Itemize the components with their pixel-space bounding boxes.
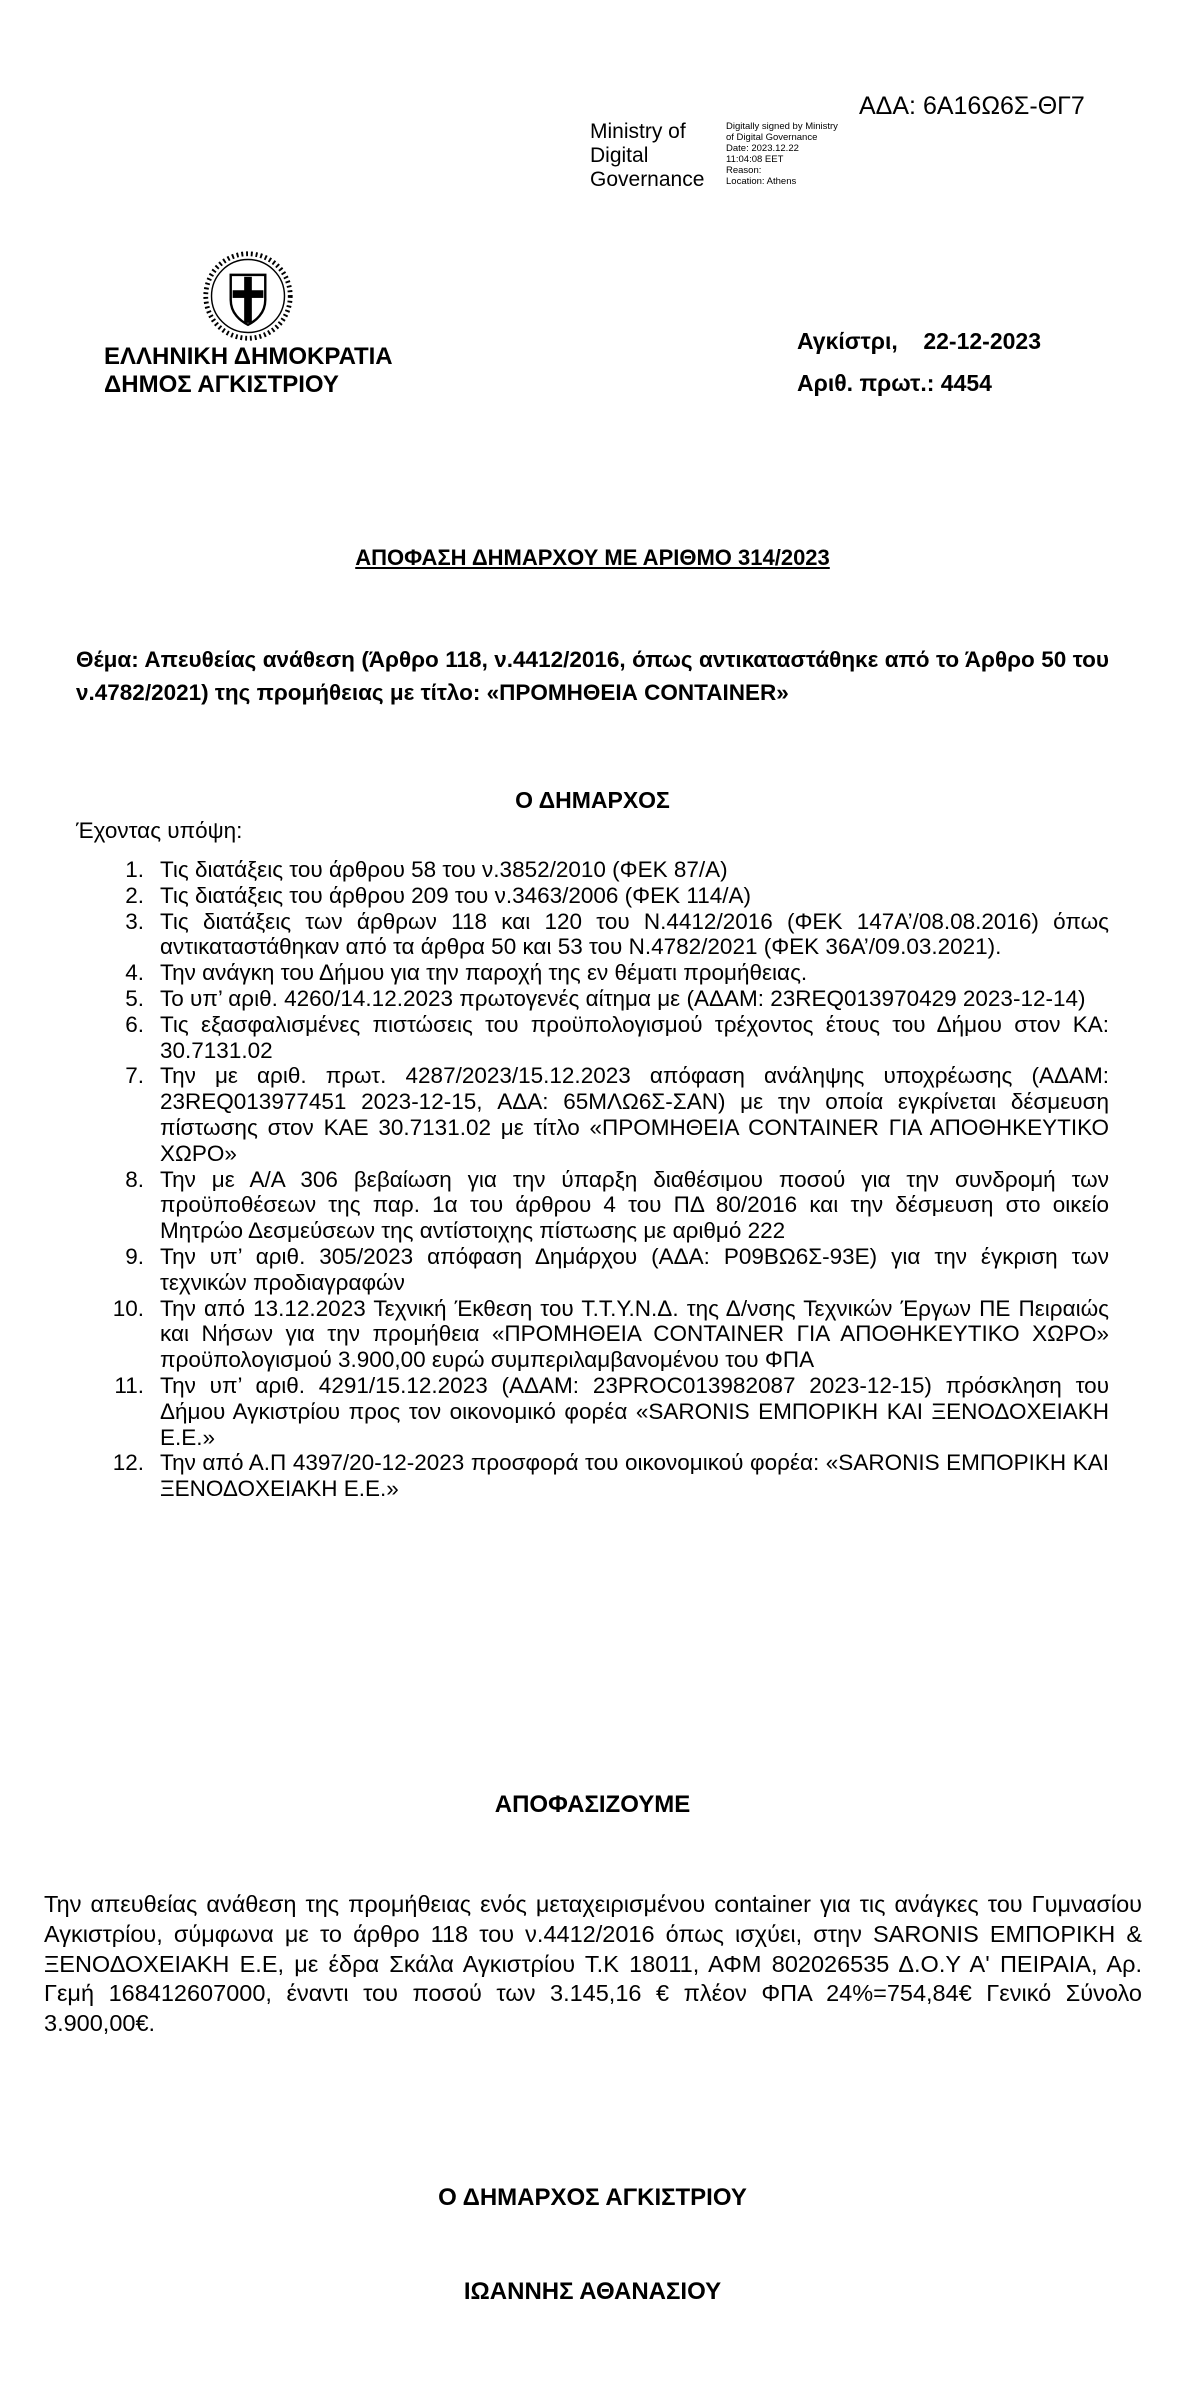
list-item-number: 4.: [125, 960, 144, 986]
signature-detail-line: Reason:: [726, 165, 762, 176]
list-item: [104, 1167, 1109, 1244]
signature-ministry-line: Governance: [590, 168, 705, 191]
list-item-number: 6.: [125, 1011, 144, 1037]
considering-label: Έχοντας υπόψη:: [76, 818, 243, 843]
decision-paragraph: Την απευθείας ανάθεση της προμήθειας ενός μεταχειρισμένου container για τις ανάγκες του Γυμνασίου Αγκιστρίου, σύμφωνα με το άρθρο 118 του ν.4412/2016 όπως ισχύει, στην SARONIS ΕΜΠΟΡΙΚΗ & ΞΕΝΟΔΟΧΕΙΑΚΗ Ε.Ε, με έδρα Σκάλα Αγκιστρίου Τ.Κ 18011, ΑΦΜ 802026535 Δ.Ο.Υ Α' ΠΕΙΡΑΙΑ, Αρ. Γεμή 168412607000, έναντι του ποσού των 3.145,16 € πλέον ΦΠΑ 24%=754,84€ Γενικό Σύνολο 3.900,00€.: [44, 1891, 1142, 2037]
place-date-block: [797, 320, 1041, 404]
considerations-list: [104, 857, 1109, 1502]
list-item-text: Την υπ’ αριθ. 4291/15.12.2023 (ΑΔΑΜ: 23PROC013982087 2023-12-15) πρόσκληση του Δήμου Αγκιστρίου προς τον οικονομικό φορέα «SARONIS ΕΜΠΟΡΙΚΗ ΚΑΙ ΞΕΝΟΔΟΧΕΙΑΚΗ Ε.Ε.»: [160, 1372, 1109, 1450]
list-item-number: 3.: [125, 908, 144, 934]
list-item: [104, 1244, 1109, 1296]
decision-title: ΑΠΟΦΑΣΗ ΔΗΜΑΡΧΟΥ ΜΕ ΑΡΙΘΜΟ 314/2023: [355, 545, 830, 570]
list-item-number: 2.: [125, 882, 144, 908]
list-item: [104, 857, 1109, 883]
list-item-text: Την ανάγκη του Δήμου για την παροχή της εν θέματι προμήθειας.: [160, 960, 808, 986]
signature-detail-line: of Digital Governance: [726, 132, 818, 143]
list-item: [104, 909, 1109, 961]
list-item-text: Την υπ’ αριθ. 305/2023 απόφαση Δημάρχου (ΑΔΑ: Ρ09ΒΩ6Σ-93Ε) για την έγκριση των τεχνικών προδιαγραφών: [160, 1243, 1109, 1295]
place-date: Αγκίστρι, 22-12-2023: [797, 328, 1041, 354]
list-item-number: 1.: [125, 857, 144, 882]
list-item-text: Την από 13.12.2023 Τεχνική Έκθεση του Τ.Τ.Υ.Ν.Δ. της Δ/νσης Τεχνικών Έργων ΠΕ Πειραιώς και Νήσων για την προμήθεια «ΠΡΟΜΗΘΕΙΑ CONTAINER ΓΙΑ ΑΠΟΘΗΚΕΥΤΙΚΟ ΧΩΡΟ» προϋπολογισμού 3.900,00 ευρώ συμπεριλαμβανομένου του ΦΠΑ: [160, 1295, 1109, 1373]
mayor-heading: Ο ΔΗΜΑΡΧΟΣ: [515, 787, 670, 813]
list-item: [104, 1296, 1109, 1373]
digital-signature-details: [726, 121, 838, 187]
list-item-number: 12.: [112, 1450, 144, 1476]
list-item: [104, 1450, 1109, 1502]
list-item: [104, 960, 1109, 986]
list-item-number: 8.: [125, 1166, 144, 1192]
list-item: [104, 1063, 1109, 1166]
list-item-number: 7.: [125, 1063, 144, 1089]
issuing-authority: [104, 343, 393, 399]
signature-detail-line: Digitally signed by Ministry: [726, 121, 838, 132]
signature-ministry-line: Ministry of: [590, 120, 686, 143]
list-item-text: Την με Α/Α 306 βεβαίωση για την ύπαρξη διαθέσιμου ποσού για την συνδρομή των προϋποθέσεων της παρ. 1α του άρθρου 4 του ΠΔ 80/2016 και την δέσμευση στο οικείο Μητρώο Δεσμεύσεων της αντίστοιχης πίστωσης με αριθμό 222: [160, 1166, 1109, 1244]
list-item-text: Την με αριθ. πρωτ. 4287/2023/15.12.2023 απόφαση ανάληψης υποχρέωσης (ΑΔΑΜ: 23REQ013977451 2023-12-15, ΑΔΑ: 65ΜΛΩ6Σ-ΣΑΝ) με την οποία εγκρίνεται δέσμευση πίστωσης στον ΚΑΕ 30.7131.02 με τίτλο «ΠΡΟΜΗΘΕΙΑ CONTAINER ΓΙΑ ΑΠΟΘΗΚΕΥΤΙΚΟ ΧΩΡΟ»: [160, 1063, 1109, 1166]
signature-ministry-line: Digital: [590, 144, 649, 167]
list-item-number: 5.: [125, 985, 144, 1011]
list-item-number: 9.: [125, 1243, 144, 1269]
ada-code: ΑΔΑ: 6Α16Ω6Σ-ΘΓ7: [859, 92, 1085, 120]
digital-signature-ministry: [590, 120, 704, 192]
signature-detail-line: 11:04:08 EET: [726, 154, 784, 165]
list-item-number: 10.: [112, 1295, 144, 1321]
subject-paragraph: Θέμα: Απευθείας ανάθεση (Άρθρο 118, ν.4412/2016, όπως αντικαταστάθηκε από το Άρθρο 50 του ν.4782/2021) της προμήθειας με τίτλο: «ΠΡΟΜΗΘΕΙΑ CONTAINER»: [76, 647, 1109, 705]
protocol-number: Αριθ. πρωτ.: 4454: [797, 370, 992, 396]
signatory-name: ΙΩΑΝΝΗΣ ΑΘΑΝΑΣΙΟΥ: [463, 2278, 722, 2305]
list-item-text: Το υπ’ αριθ. 4260/14.12.2023 πρωτογενές αίτημα με (ΑΔΑΜ: 23REQ013970429 2023-12-14): [160, 985, 1086, 1011]
list-item-number: 11.: [114, 1372, 144, 1398]
list-item: [104, 986, 1109, 1012]
decide-heading: ΑΠΟΦΑΣΙΖΟΥΜΕ: [494, 1791, 691, 1818]
signatory-role: Ο ΔΗΜΑΡΧΟΣ ΑΓΚΙΣΤΡΙΟΥ: [438, 2184, 747, 2211]
list-item-text: Τις διατάξεις του άρθρου 209 του ν.3463/2006 (ΦΕΚ 114/Α): [160, 882, 752, 908]
org-line: ΔΗΜΟΣ ΑΓΚΙΣΤΡΙΟΥ: [104, 371, 339, 398]
greek-emblem-icon: [200, 248, 296, 344]
list-item: [104, 1012, 1109, 1064]
list-item: [104, 1373, 1109, 1450]
list-item-text: Τις εξασφαλισμένες πιστώσεις του προϋπολογισμού τρέχοντος έτους του Δήμου στον ΚΑ: 30.7131.02: [160, 1011, 1109, 1063]
signature-detail-line: Date: 2023.12.22: [726, 143, 799, 154]
list-item-text: Την από Α.Π 4397/20-12-2023 προσφορά του οικονομικού φορέα: «SARONIS ΕΜΠΟΡΙΚΗ ΚΑΙ ΞΕΝΟΔΟΧΕΙΑΚΗ Ε.Ε.»: [160, 1450, 1109, 1502]
list-item-text: Τις διατάξεις των άρθρων 118 και 120 του Ν.4412/2016 (ΦΕΚ 147Α’/08.08.2016) όπως αντικαταστάθηκαν από τα άρθρα 50 και 53 του Ν.4782/2021 (ΦΕΚ 36Α’/09.03.2021).: [160, 908, 1109, 960]
signature-detail-line: Location: Athens: [726, 176, 797, 187]
org-line: ΕΛΛΗΝΙΚΗ ΔΗΜΟΚΡΑΤΙΑ: [104, 343, 393, 370]
list-item: [104, 883, 1109, 909]
list-item-text: Τις διατάξεις του άρθρου 58 του ν.3852/2010 (ΦΕΚ 87/Α): [160, 857, 728, 882]
